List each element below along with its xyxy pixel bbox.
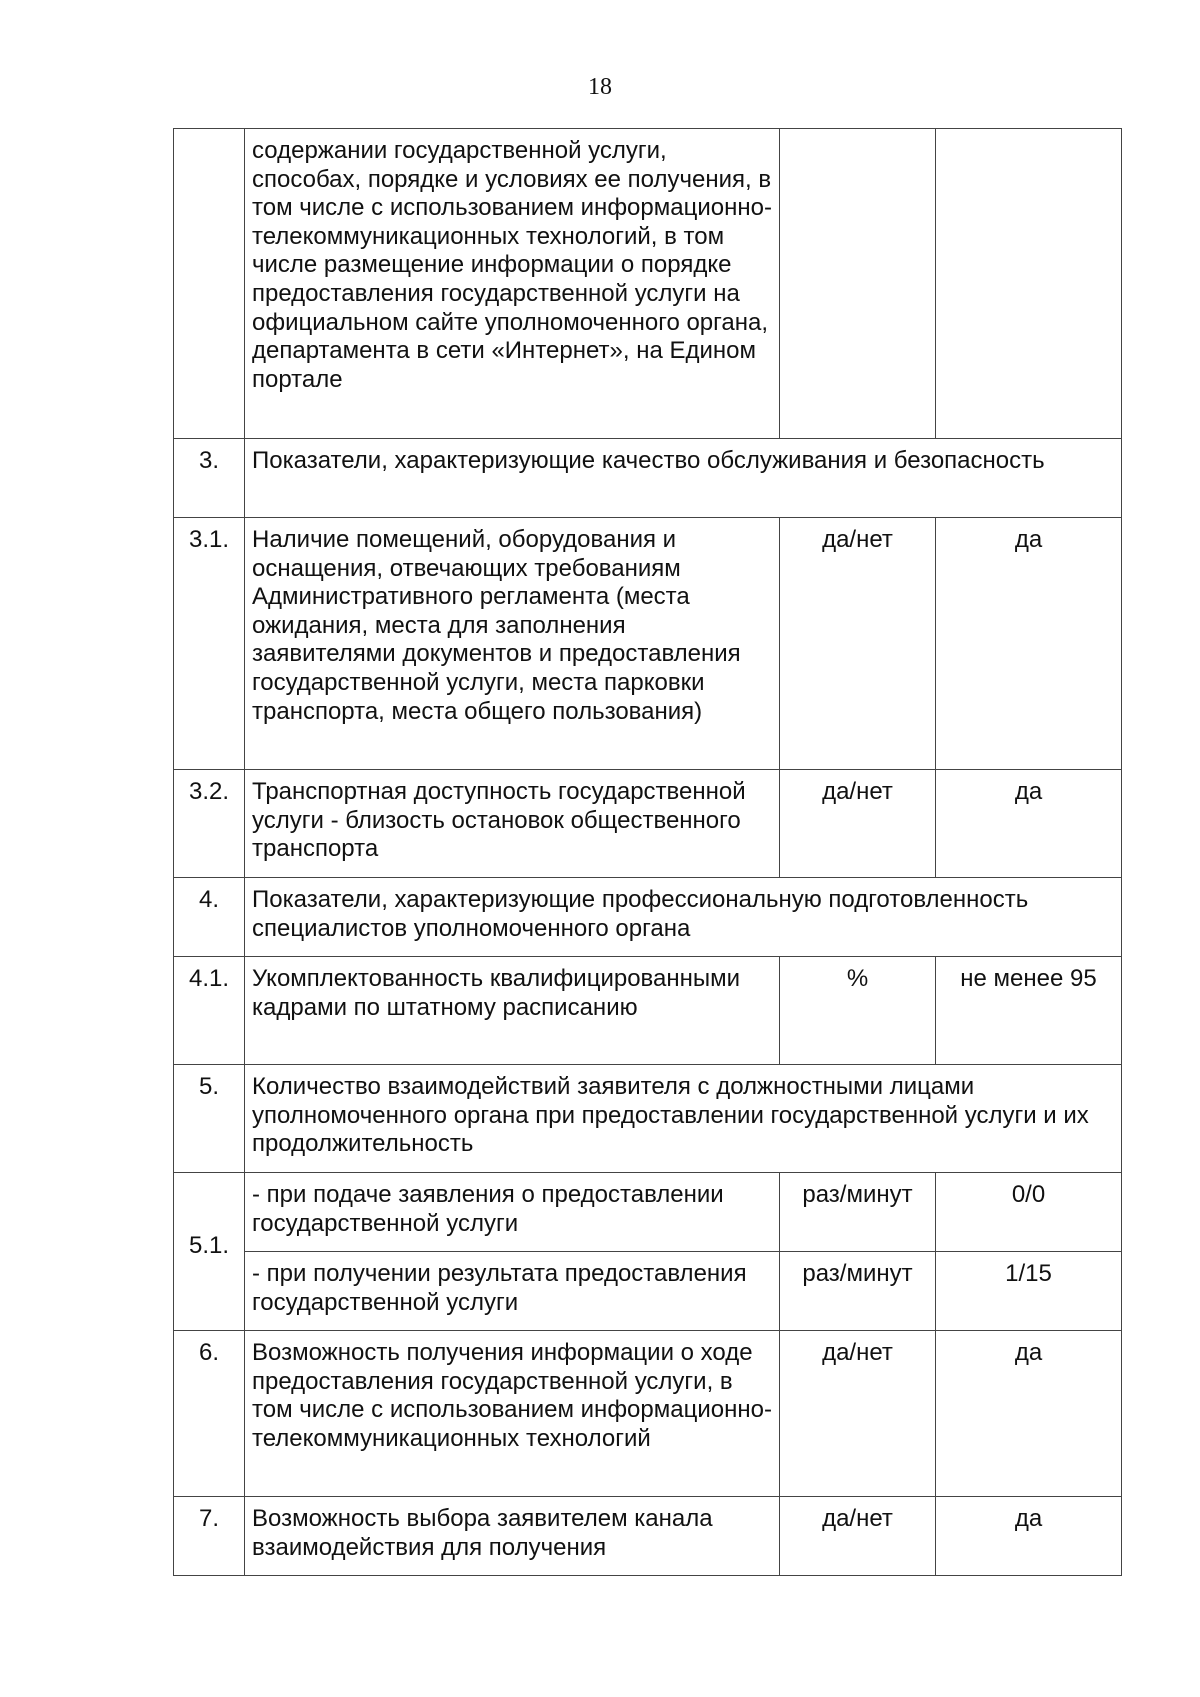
unit-cell: да/нет [780, 1331, 936, 1497]
row-number: 3. [174, 439, 245, 518]
row-number: 4.1. [174, 957, 245, 1065]
row-number [174, 129, 245, 439]
indicator-text: Укомплектованность квалифицированными кадрами по штатному расписанию [245, 957, 780, 1065]
table-row [174, 770, 1122, 878]
table-row [174, 1252, 1122, 1331]
value-cell: 0/0 [936, 1173, 1122, 1252]
row-number: 7. [174, 1497, 245, 1576]
indicator-text: Транспортная доступность государственной услуги - близость остановок общественного транспорта [245, 770, 780, 878]
row-number: 3.1. [174, 518, 245, 770]
value-cell: да [936, 1497, 1122, 1576]
value-cell: да [936, 770, 1122, 878]
value-cell: да [936, 1331, 1122, 1497]
table-row [174, 878, 1122, 957]
row-number: 3.2. [174, 770, 245, 878]
section-heading: Количество взаимодействий заявителя с должностными лицами уполномоченного органа при предоставлении государственной услуги и их продолжительность [245, 1065, 1122, 1173]
indicators-table [173, 128, 1122, 1576]
page-number: 18 [588, 74, 612, 100]
value-cell: 1/15 [936, 1252, 1122, 1331]
table-row [174, 518, 1122, 770]
value-cell: не менее 95 [936, 957, 1122, 1065]
indicator-text: - при получении результата предоставления государственной услуги [245, 1252, 780, 1331]
indicator-text: Возможность получения информации о ходе предоставления государственной услуги, в том числе с использованием информационно-телекоммуникационных технологий [245, 1331, 780, 1497]
indicator-text: Наличие помещений, оборудования и оснащения, отвечающих требованиям Административного регламента (места ожидания, места для заполнения заявителями документов и предоставления государственной услуги, места парковки транспорта, места общего пользования) [245, 518, 780, 770]
unit-cell: да/нет [780, 518, 936, 770]
indicator-text: содержании государственной услуги, способах, порядке и условиях ее получения, в том числе с использованием информационно-телекоммуникационных технологий, в том числе размещение информации о порядке предоставления государственной услуги на официальном сайте уполномоченного органа, департамента в сети «Интернет», на Едином портале [245, 129, 780, 439]
table-row [174, 957, 1122, 1065]
section-heading: Показатели, характеризующие профессиональную подготовленность специалистов уполномоченного органа [245, 878, 1122, 957]
table-row [174, 1173, 1122, 1252]
section-heading: Показатели, характеризующие качество обслуживания и безопасность [245, 439, 1122, 518]
unit-cell [780, 129, 936, 439]
unit-cell: да/нет [780, 770, 936, 878]
value-cell: да [936, 518, 1122, 770]
row-number [174, 1173, 245, 1331]
indicator-text: Возможность выбора заявителем канала взаимодействия для получения [245, 1497, 780, 1576]
table-row [174, 1065, 1122, 1173]
value-cell [936, 129, 1122, 439]
unit-cell: % [780, 957, 936, 1065]
row-number-label: 5.1. [188, 1232, 230, 1260]
row-number: 6. [174, 1331, 245, 1497]
table-row [174, 439, 1122, 518]
row-number: 5. [174, 1065, 245, 1173]
indicator-text: - при подаче заявления о предоставлении государственной услуги [245, 1173, 780, 1252]
table-row [174, 1497, 1122, 1576]
unit-cell: да/нет [780, 1497, 936, 1576]
table-row [174, 129, 1122, 439]
unit-cell: раз/минут [780, 1252, 936, 1331]
row-number: 4. [174, 878, 245, 957]
unit-cell: раз/минут [780, 1173, 936, 1252]
table-row [174, 1331, 1122, 1497]
